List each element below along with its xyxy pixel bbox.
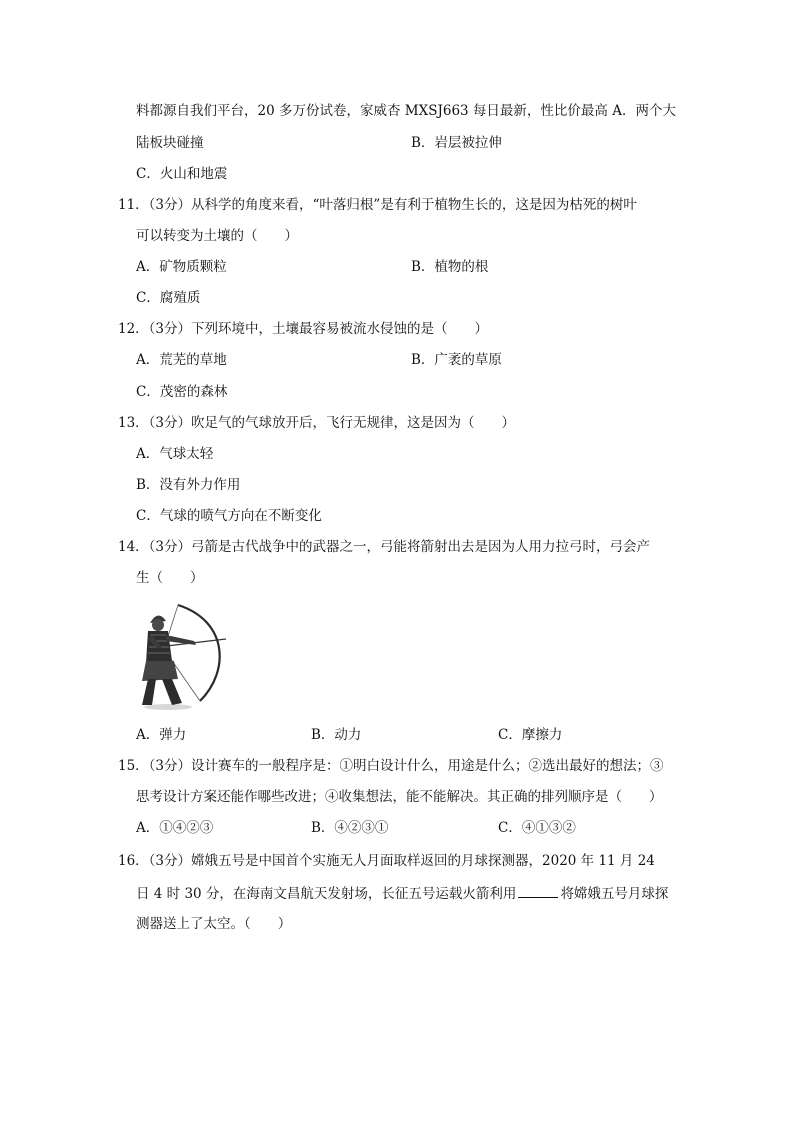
q16-stem-line-3: 测器送上了太空。（ ）: [136, 916, 292, 932]
q16-stem-line-2-before-blank: 日 4 时 30 分，在海南文昌航天发射场，长征五号运载火箭利用: [136, 886, 517, 902]
q14-option-b: B．动力: [311, 727, 362, 743]
q11-option-a: A．矿物质颗粒: [136, 259, 227, 275]
q12-stem: 12．（3分）下列环境中，土壤最容易被流水侵蚀的是（ ）: [118, 321, 489, 337]
q15-option-b: B．④②③①: [311, 820, 389, 836]
q12-option-a: A．荒芜的草地: [136, 352, 227, 368]
q11-stem-line-1: 11．（3分）从科学的角度来看，“叶落归根”是有利于植物生长的，这是因为枯死的树叶: [118, 197, 637, 213]
q15-stem-line-2: 思考设计方案还能作哪些改进；④收集想法，能不能解决。其正确的排列顺序是（ ）: [136, 789, 663, 805]
intro-option-b: B．岩层被拉伸: [411, 135, 502, 151]
intro-option-c: C．火山和地震: [136, 166, 228, 182]
intro-line-1: 料都源自我们平台，20 多万份试卷，家威杏 MXSJ663 每日最新，性比价最高 A．两个大: [136, 103, 676, 119]
q13-option-a: A．气球太轻: [136, 446, 214, 462]
q15-stem-line-1: 15．（3分）设计赛车的一般程序是：①明白设计什么，用途是什么；②选出最好的想法；③: [118, 758, 664, 774]
q14-option-a: A．弹力: [136, 727, 187, 743]
q11-option-b: B．植物的根: [411, 259, 489, 275]
q12-option-b: B．广袤的草原: [411, 352, 502, 368]
answer-blank: [518, 884, 558, 898]
q11-stem-line-2: 可以转变为土壤的（ ）: [136, 228, 298, 244]
q13-option-b: B．没有外力作用: [136, 477, 241, 493]
q12-option-c: C．茂密的森林: [136, 384, 228, 400]
q15-option-c: C．④①③②: [498, 820, 576, 836]
intro-line-2: 陆板块碰撞: [136, 135, 204, 151]
q11-option-c: C．腐殖质: [136, 290, 201, 306]
q16-stem-line-2: [136, 884, 668, 903]
q14-option-c: C．摩擦力: [498, 727, 563, 743]
archer-illustration: [138, 601, 230, 711]
q16-stem-line-1: 16．（3分）嫦娥五号是中国首个实施无人月面取样返回的月球探测器，2020 年 11 月 24: [118, 853, 655, 869]
q13-stem: 13．（3分）吹足气的气球放开后，飞行无规律，这是因为（ ）: [118, 415, 516, 431]
q14-stem-line-2: 生（ ）: [136, 570, 204, 586]
q14-stem-line-1: 14．（3分）弓箭是古代战争中的武器之一，弓能将箭射出去是因为人用力拉弓时，弓会产: [118, 539, 651, 555]
q15-option-a: A．①④②③: [136, 820, 214, 836]
q13-option-c: C．气球的喷气方向在不断变化: [136, 508, 322, 524]
q16-stem-line-2-after-blank: 将嫦娥五号月球探: [560, 886, 669, 902]
